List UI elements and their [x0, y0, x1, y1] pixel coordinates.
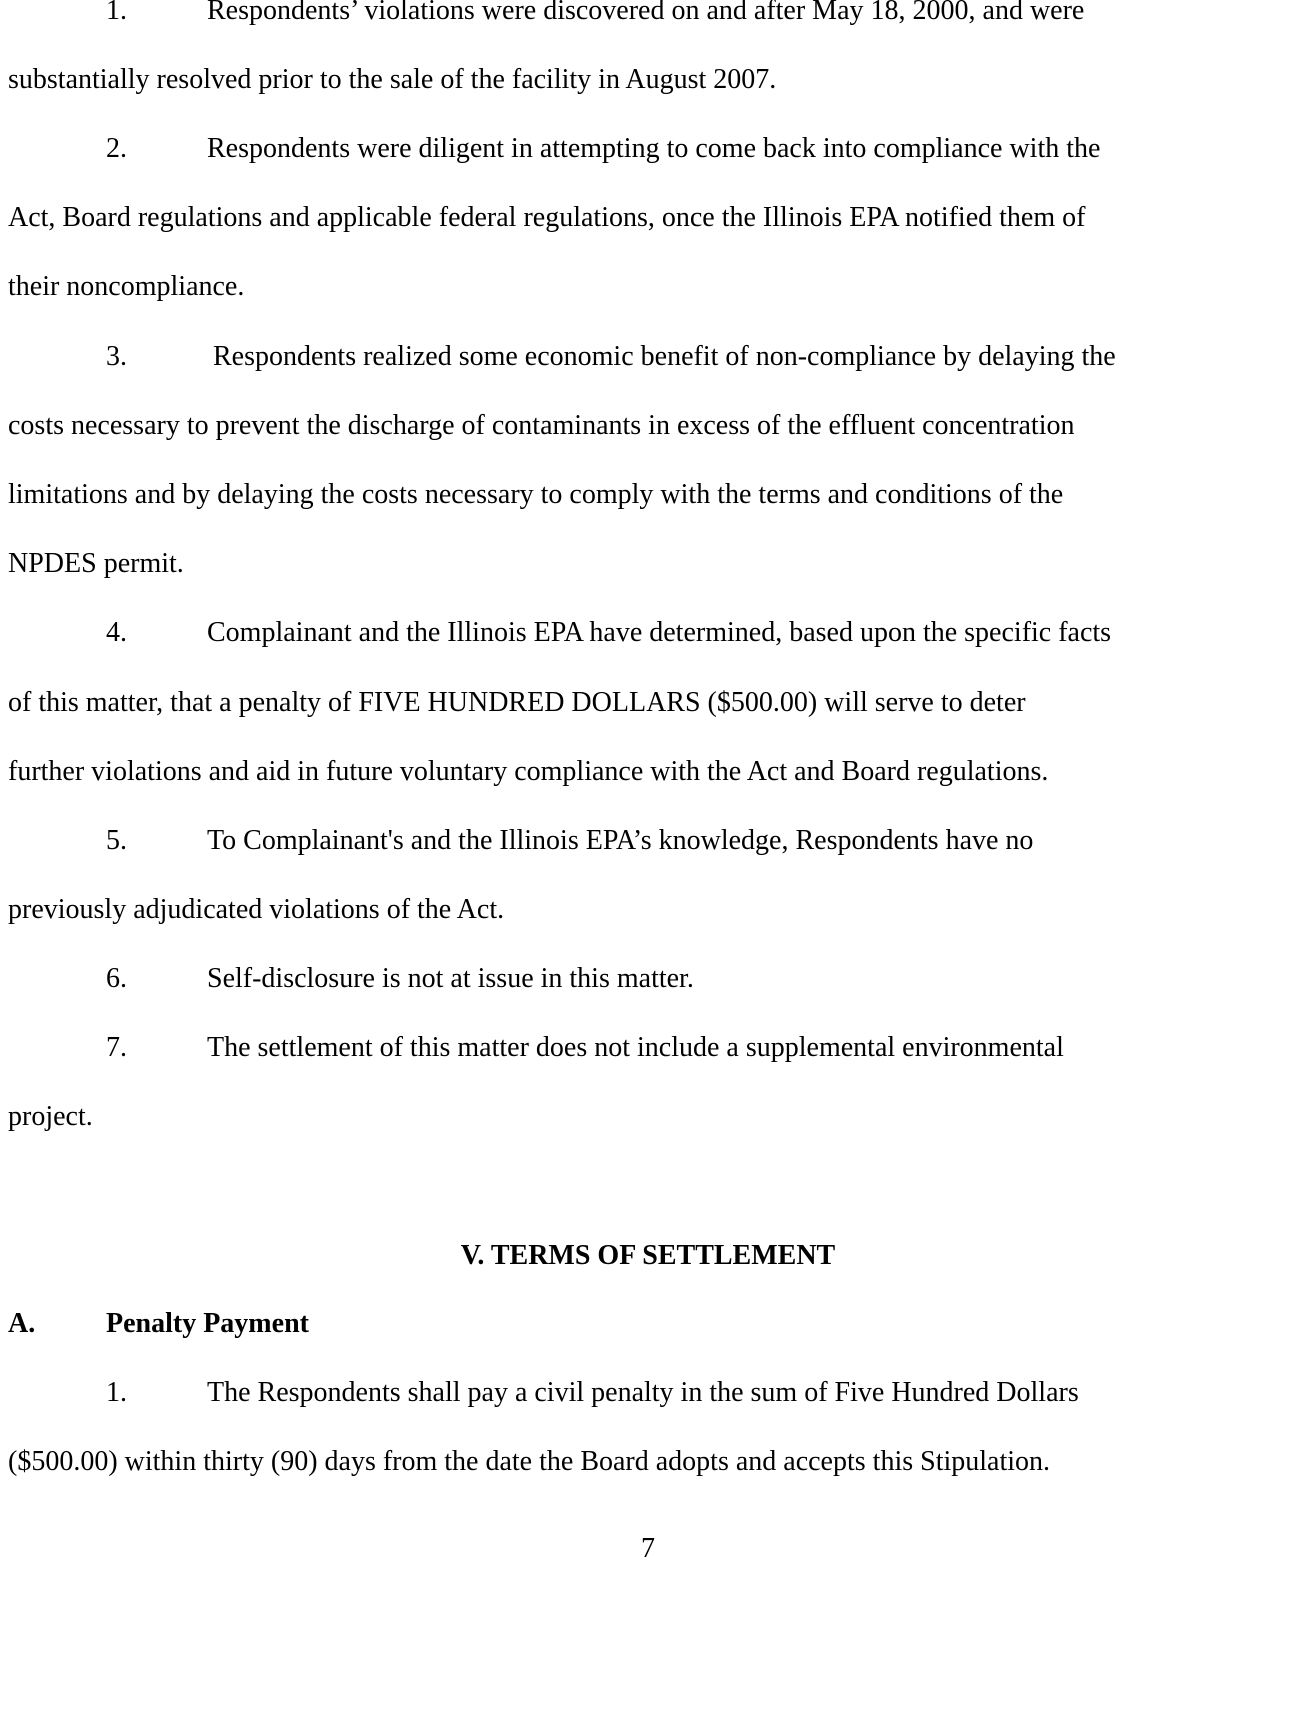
paragraph-7-number: 7.	[106, 1032, 127, 1063]
settlement-paragraph-line-1: The Respondents shall pay a civil penalty in the sum of Five Hundred Dollars	[207, 1377, 1079, 1408]
settlement-paragraph-line-2: ($500.00) within thirty (90) days from the date the Board adopts and accepts this Stipulation.	[8, 1446, 1051, 1477]
paragraph-3-line-1: Respondents realized some economic benefit of non-compliance by delaying the	[213, 341, 1116, 372]
paragraph-1-number: 1.	[106, 0, 127, 26]
paragraph-5-number: 5.	[106, 825, 127, 856]
settlement-paragraph-number: 1.	[106, 1377, 127, 1408]
paragraph-2-line-3: their noncompliance.	[8, 271, 245, 302]
section-heading: V. TERMS OF SETTLEMENT	[460, 1240, 836, 1271]
paragraph-3-line-2: costs necessary to prevent the discharge of contaminants in excess of the effluent concentration	[8, 410, 1075, 441]
paragraph-3-line-3: limitations and by delaying the costs necessary to comply with the terms and conditions of the	[8, 479, 1064, 510]
paragraph-1-line-1: Respondents’ violations were discovered on and after May 18, 2000, and were	[207, 0, 1085, 26]
paragraph-6-line-1: Self-disclosure is not at issue in this matter.	[207, 963, 694, 994]
paragraph-3-number: 3.	[106, 341, 127, 372]
paragraph-7-line-1: The settlement of this matter does not include a supplemental environmental	[207, 1032, 1064, 1063]
paragraph-4-line-3: further violations and aid in future voluntary compliance with the Act and Board regulations.	[8, 756, 1049, 787]
paragraph-4-number: 4.	[106, 617, 127, 648]
paragraph-5-line-2: previously adjudicated violations of the Act.	[8, 894, 505, 925]
subsection-title: Penalty Payment	[106, 1308, 309, 1339]
paragraph-2-line-2: Act, Board regulations and applicable federal regulations, once the Illinois EPA notified them of	[8, 202, 1086, 233]
paragraph-4-line-1: Complainant and the Illinois EPA have determined, based upon the specific facts	[207, 617, 1112, 648]
paragraph-7-line-2: project.	[8, 1101, 93, 1132]
subsection-letter: A.	[8, 1308, 36, 1339]
paragraph-5-line-1: To Complainant's and the Illinois EPA’s knowledge, Respondents have no	[207, 825, 1034, 856]
paragraph-4-line-2: of this matter, that a penalty of FIVE HUNDRED DOLLARS ($500.00) will serve to deter	[8, 687, 1026, 718]
paragraph-3-line-4: NPDES permit.	[8, 548, 184, 579]
paragraph-2-line-1: Respondents were diligent in attempting to come back into compliance with the	[207, 133, 1101, 164]
paragraph-2-number: 2.	[106, 133, 127, 164]
paragraph-1-line-2: substantially resolved prior to the sale of the facility in August 2007.	[8, 64, 777, 95]
page-number: 7	[641, 1533, 655, 1564]
paragraph-6-number: 6.	[106, 963, 127, 994]
